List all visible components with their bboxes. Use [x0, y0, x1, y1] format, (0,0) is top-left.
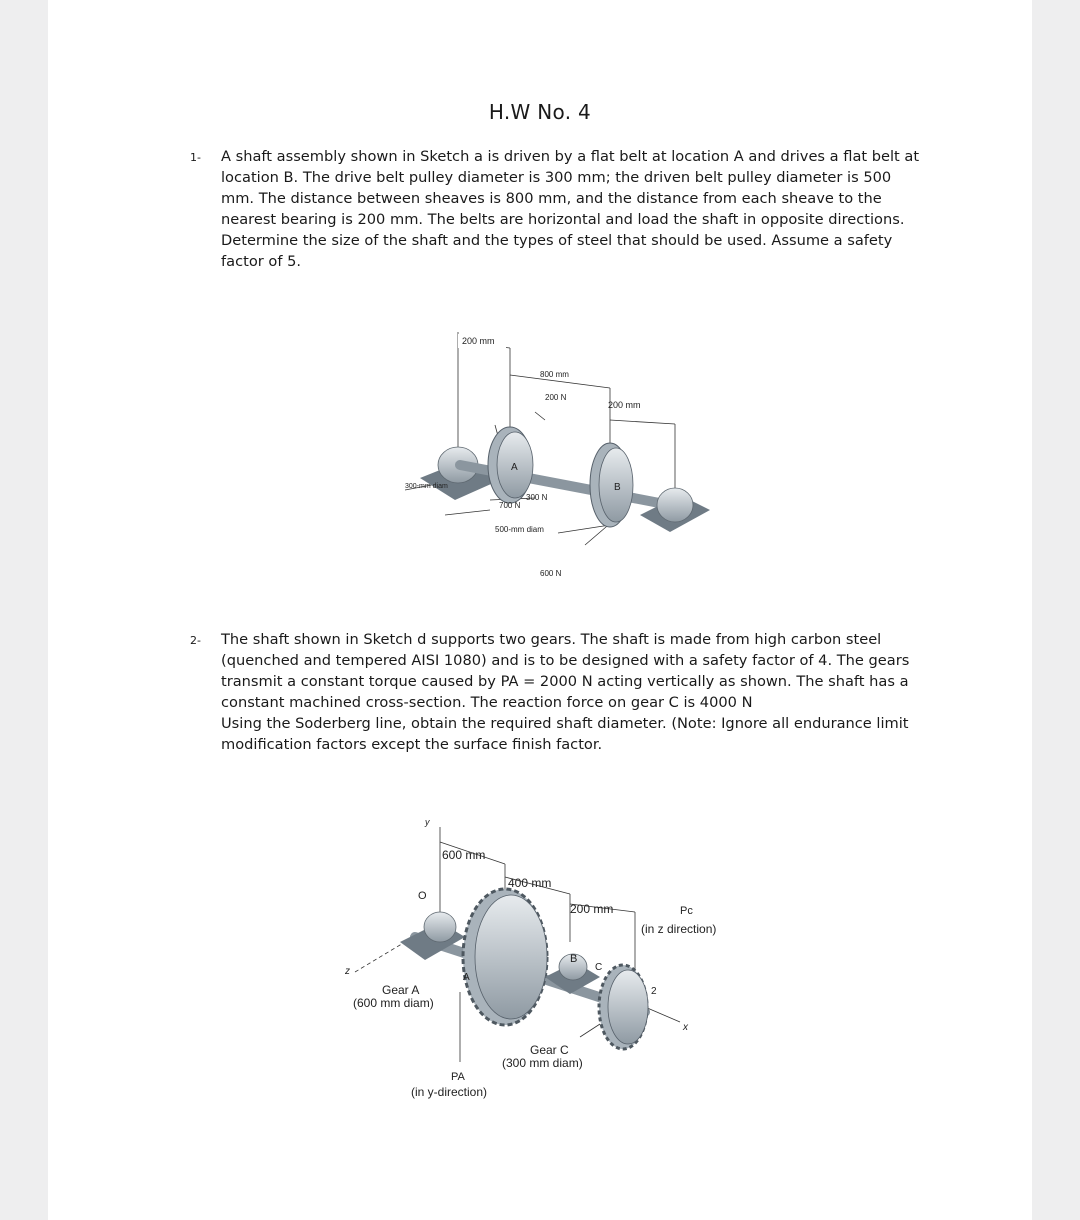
gear-a-label: Gear A: [382, 983, 420, 997]
problem-1: [190, 146, 920, 272]
pc-direction-label: (in z direction): [641, 922, 717, 936]
gear-c-point-2-label: 2: [651, 986, 657, 997]
gear-a-point-label: A: [463, 972, 470, 983]
force-a-low-label: 700 N: [499, 501, 521, 510]
pulley-a-diam-label: 300-mm diam: [405, 483, 448, 490]
problem-number: 1-: [190, 151, 201, 164]
axis-y-label: y: [425, 817, 430, 827]
force-a-high-label: 300 N: [526, 493, 548, 502]
right-bearing: [640, 488, 710, 532]
gear-c-point-label: C: [595, 962, 603, 973]
pulley-b-diam-label: 500-mm diam: [495, 525, 544, 534]
problem-text-part1: The shaft shown in Sketch d supports two gears. The shaft is made from high carbon steel (quenched and tempered AISI 1080) and is to be designed with a safety factor of 4. The gears transmit a constant torque caused by PA = 2000 N acting vertically as shown. The shaft has a constant machined cross-section. The reaction force on gear C is 4000 N: [221, 631, 910, 711]
force-bottom-label: 600 N: [540, 569, 562, 578]
dim-600-label: 600 mm: [442, 848, 486, 862]
pc-label: Pc: [680, 905, 693, 917]
problem-number: 2-: [190, 634, 201, 647]
axis-x-label: x: [683, 1022, 688, 1033]
dim-400-label: 400 mm: [508, 876, 552, 890]
shaft-assembly-sketch: [370, 320, 720, 590]
gear-c-label: Gear C: [530, 1043, 569, 1057]
pa-label: PA: [451, 1071, 465, 1083]
axis-z-label: z: [345, 966, 350, 977]
dim-left-label: 200 mm: [462, 336, 495, 346]
bearing-b: [545, 953, 603, 994]
pa-direction-label: (in y-direction): [411, 1085, 488, 1099]
dim-right-label: 200 mm: [608, 400, 641, 410]
gear-a: [463, 889, 547, 1025]
pulley-b-label: B: [614, 482, 621, 493]
gear-c-diam-label: (300 mm diam): [502, 1056, 583, 1070]
problem-text: A shaft assembly shown in Sketch a is driven by a flat belt at location A and drives a flat belt at location B. The drive belt pulley diameter is 300 mm; the driven belt pulley diameter is 500 mm. The distance between sheaves is 800 mm, and the distance from each sheave to the nearest bearing is 200 mm. The belts are horizontal and load the shaft in opposite directions. Determine the size of the shaft and the types of steel that should be used. Assume a safety factor of 5.: [221, 148, 920, 270]
gear-c: [595, 962, 657, 1049]
homework-title: H.W No. 4: [488, 100, 592, 124]
origin-label: O: [418, 890, 427, 902]
gear-shaft-sketch: [345, 812, 745, 1112]
pulley-a-label: A: [511, 462, 518, 473]
problem-text: [221, 629, 920, 755]
dim-mid-label: 800 mm: [540, 370, 569, 379]
dim-200-label: 200 mm: [570, 902, 614, 916]
bearing-b-label: B: [570, 953, 578, 965]
gear-a-diam-label: (600 mm diam): [353, 996, 434, 1010]
problem-text-part2: Using the Soderberg line, obtain the required shaft diameter. (Note: Ignore all endurance limit modification factors except the surface finish factor.: [221, 715, 909, 753]
pulley-a: [488, 427, 533, 503]
pulley-b: [590, 443, 633, 527]
problem-2: [190, 629, 920, 755]
force-top-label: 200 N: [545, 393, 567, 402]
